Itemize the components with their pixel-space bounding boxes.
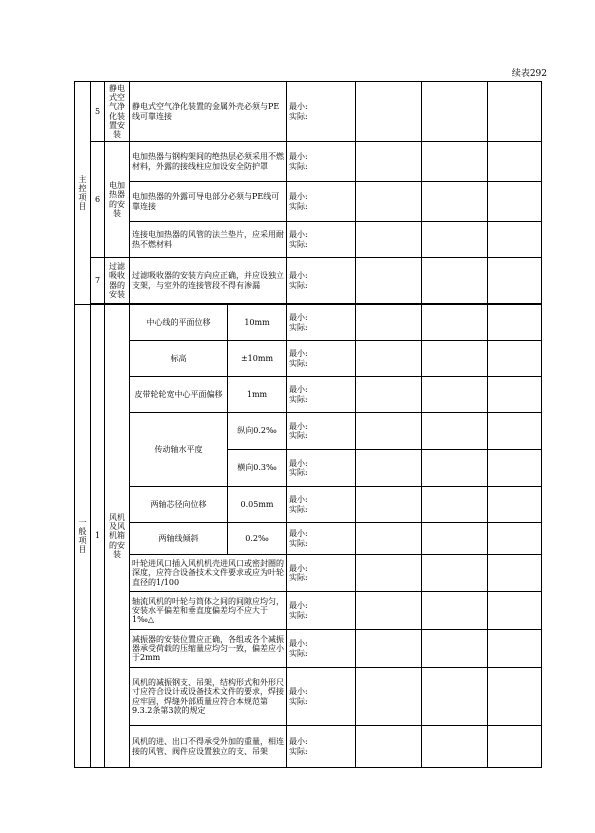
blank-cell[interactable] [356, 413, 422, 450]
min-actual-cell [287, 487, 356, 523]
blank-cell[interactable] [356, 341, 422, 377]
min-actual-cell [287, 341, 356, 377]
blank-cell[interactable] [422, 555, 488, 592]
blank-cell[interactable] [488, 258, 542, 304]
blank-cell[interactable] [422, 305, 488, 341]
blank-cell[interactable] [488, 305, 542, 341]
actual-label: 实际: [289, 468, 308, 477]
item-name: 电加热器的安装 [105, 142, 130, 258]
blank-cell[interactable] [488, 341, 542, 377]
min-label: 最小: [289, 102, 308, 112]
tolerance-value: 1mm [228, 377, 287, 413]
min-actual-cell [287, 523, 356, 555]
min-label: 最小: [289, 458, 308, 468]
blank-cell[interactable] [356, 555, 422, 592]
min-label: 最小: [289, 313, 308, 323]
item-number: 7 [91, 258, 105, 304]
blank-cell[interactable] [422, 450, 488, 487]
tolerance-value: 横向0.3‰ [228, 450, 287, 487]
min-label: 最小: [289, 529, 308, 539]
min-actual-cell [287, 305, 356, 341]
blank-cell[interactable] [356, 377, 422, 413]
item-name: 风机及风机箱的安装 [105, 305, 130, 768]
min-label: 最小: [289, 421, 308, 431]
blank-cell[interactable] [422, 413, 488, 450]
blank-cell[interactable] [488, 377, 542, 413]
blank-cell[interactable] [356, 487, 422, 523]
actual-label: 实际: [289, 322, 308, 332]
item-name: 静电式空气净化装置安装 [105, 82, 130, 142]
actual-label: 实际: [289, 239, 308, 249]
min-actual-cell [287, 142, 356, 182]
min-actual-cell [287, 82, 356, 142]
min-label: 最小: [289, 737, 308, 747]
min-actual-cell [287, 258, 356, 304]
blank-cell[interactable] [488, 668, 542, 726]
blank-cell[interactable] [422, 592, 488, 630]
min-actual-cell [287, 377, 356, 413]
blank-cell[interactable] [422, 523, 488, 555]
blank-cell[interactable] [356, 258, 422, 304]
min-label: 最小: [289, 495, 308, 505]
table-row [75, 668, 542, 726]
requirement-text: 风机的减振钢支、吊架，结构形式和外形尺寸应符合设计或设备技术文件的要求，焊接应牢固，焊缝外部质量应符合本规范第9.3.2条第3款的规定 [130, 668, 287, 726]
actual-label: 实际: [289, 538, 308, 548]
min-actual-cell [287, 450, 356, 487]
blank-cell[interactable] [422, 341, 488, 377]
blank-cell[interactable] [488, 487, 542, 523]
blank-cell[interactable] [422, 258, 488, 304]
min-label: 最小: [289, 152, 308, 162]
min-label: 最小: [289, 271, 308, 281]
actual-label: 实际: [289, 358, 308, 368]
blank-cell[interactable] [356, 668, 422, 726]
table-row [75, 592, 542, 630]
blank-cell[interactable] [488, 222, 542, 258]
blank-cell[interactable] [422, 377, 488, 413]
requirement-text: 轴流风机的叶轮与筒体之间的间隙应均匀，安装水平偏差和垂直度偏差均不应大于1‰△ [130, 592, 287, 630]
blank-cell[interactable] [356, 305, 422, 341]
requirement-text: 静电式空气净化装置的金属外壳必须与PE线可靠连接 [130, 82, 287, 142]
min-actual-cell [287, 413, 356, 450]
blank-cell[interactable] [488, 182, 542, 222]
actual-label: 实际: [289, 610, 308, 620]
min-actual-cell [287, 555, 356, 592]
measure-label: 传动轴水平度 [130, 413, 228, 487]
blank-cell[interactable] [356, 82, 422, 142]
blank-cell[interactable] [422, 630, 488, 668]
table-row [75, 413, 542, 450]
table-row [75, 142, 542, 182]
main-control-section-label: 主控项目 [75, 82, 91, 305]
table-row [75, 222, 542, 258]
blank-cell[interactable] [488, 523, 542, 555]
requirement-text: 风机的进、出口不得承受外加的重量，相连接的风管、阀件应设置独立的支、吊架 [130, 726, 287, 768]
blank-cell[interactable] [422, 222, 488, 258]
blank-cell[interactable] [422, 142, 488, 182]
table-row [75, 555, 542, 592]
general-section-label: 一般项目 [75, 305, 91, 768]
requirement-text: 减振器的安装位置应正确，各组或各个减振器承受荷载的压缩量应均匀一致，偏差应小于2mm [130, 630, 287, 668]
table-row [75, 82, 542, 142]
min-label: 最小: [289, 601, 308, 611]
item-number: 1 [91, 305, 105, 768]
tolerance-value: 0.05mm [228, 487, 287, 523]
blank-cell[interactable] [422, 82, 488, 142]
item-number: 5 [91, 82, 105, 142]
item-number: 6 [91, 142, 105, 258]
blank-cell[interactable] [488, 555, 542, 592]
blank-cell[interactable] [356, 726, 422, 768]
table-row [75, 258, 542, 304]
actual-label: 实际: [289, 431, 308, 440]
continued-table-number: 续表292 [511, 69, 547, 79]
table-row [75, 305, 542, 341]
blank-cell[interactable] [356, 592, 422, 630]
measure-label: 两轴芯径向位移 [130, 487, 228, 523]
blank-cell[interactable] [356, 630, 422, 668]
requirement-text: 连接电加热器的风管的法兰垫片，应采用耐热不燃材料 [130, 222, 287, 258]
requirement-text: 电加热器的外露可导电部分必须与PE线可靠连接 [130, 182, 287, 222]
actual-label: 实际: [289, 746, 308, 756]
blank-cell[interactable] [422, 668, 488, 726]
blank-cell[interactable] [488, 413, 542, 450]
requirement-text: 过滤吸收器的安装方向应正确，并应设独立支架，与室外的连接管段不得有渗漏 [130, 258, 287, 304]
actual-label: 实际: [289, 648, 308, 658]
min-label: 最小: [289, 639, 308, 649]
min-actual-cell [287, 592, 356, 630]
actual-label: 实际: [289, 280, 308, 290]
blank-cell[interactable] [356, 222, 422, 258]
measure-label: 两轴线倾斜 [130, 523, 228, 555]
min-actual-cell [287, 668, 356, 726]
item-name: 过滤吸收器的安装 [105, 258, 130, 304]
min-label: 最小: [289, 563, 308, 573]
min-label: 最小: [289, 385, 308, 395]
min-label: 最小: [289, 230, 308, 240]
table-row [75, 487, 542, 523]
actual-label: 实际: [289, 504, 308, 514]
blank-cell[interactable] [356, 182, 422, 222]
min-label: 最小: [289, 687, 308, 697]
measure-label: 皮带轮轮宽中心平面偏移 [130, 377, 228, 413]
requirement-text: 叶轮进风口插入风机机壳进风口或密封圈的深度，应符合设备技术文件要求或应为叶轮直径的1/100 [130, 555, 287, 592]
table-row [75, 523, 542, 555]
min-actual-cell [287, 726, 356, 768]
actual-label: 实际: [289, 111, 308, 121]
actual-label: 实际: [289, 394, 308, 404]
blank-cell[interactable] [488, 726, 542, 768]
tolerance-value: ±10mm [228, 341, 287, 377]
actual-label: 实际: [289, 573, 308, 582]
blank-cell[interactable] [356, 450, 422, 487]
blank-cell[interactable] [422, 487, 488, 523]
blank-cell[interactable] [488, 630, 542, 668]
min-actual-cell [287, 630, 356, 668]
blank-cell[interactable] [356, 142, 422, 182]
table-row [75, 377, 542, 413]
actual-label: 实际: [289, 161, 308, 171]
min-label: 最小: [289, 349, 308, 359]
blank-cell[interactable] [356, 523, 422, 555]
blank-cell[interactable] [422, 726, 488, 768]
measure-label: 中心线的平面位移 [130, 305, 228, 341]
requirement-text: 电加热器与钢构架间的绝热层必须采用不燃材料，外露的接线柱应加设安全防护罩 [130, 142, 287, 182]
blank-cell[interactable] [488, 142, 542, 182]
min-actual-cell [287, 222, 356, 258]
tolerance-value: 0.2‰ [228, 523, 287, 555]
table-row [75, 726, 542, 768]
blank-cell[interactable] [488, 450, 542, 487]
inspection-form-table [74, 81, 542, 768]
min-label: 最小: [289, 192, 308, 202]
table-row [75, 341, 542, 377]
actual-label: 实际: [289, 696, 308, 706]
blank-cell[interactable] [422, 182, 488, 222]
min-actual-cell [287, 182, 356, 222]
tolerance-value: 10mm [228, 305, 287, 341]
blank-cell[interactable] [488, 592, 542, 630]
table-row [75, 630, 542, 668]
actual-label: 实际: [289, 201, 308, 211]
table-row [75, 182, 542, 222]
tolerance-value: 纵向0.2‰ [228, 413, 287, 450]
blank-cell[interactable] [488, 82, 542, 142]
measure-label: 标高 [130, 341, 228, 377]
